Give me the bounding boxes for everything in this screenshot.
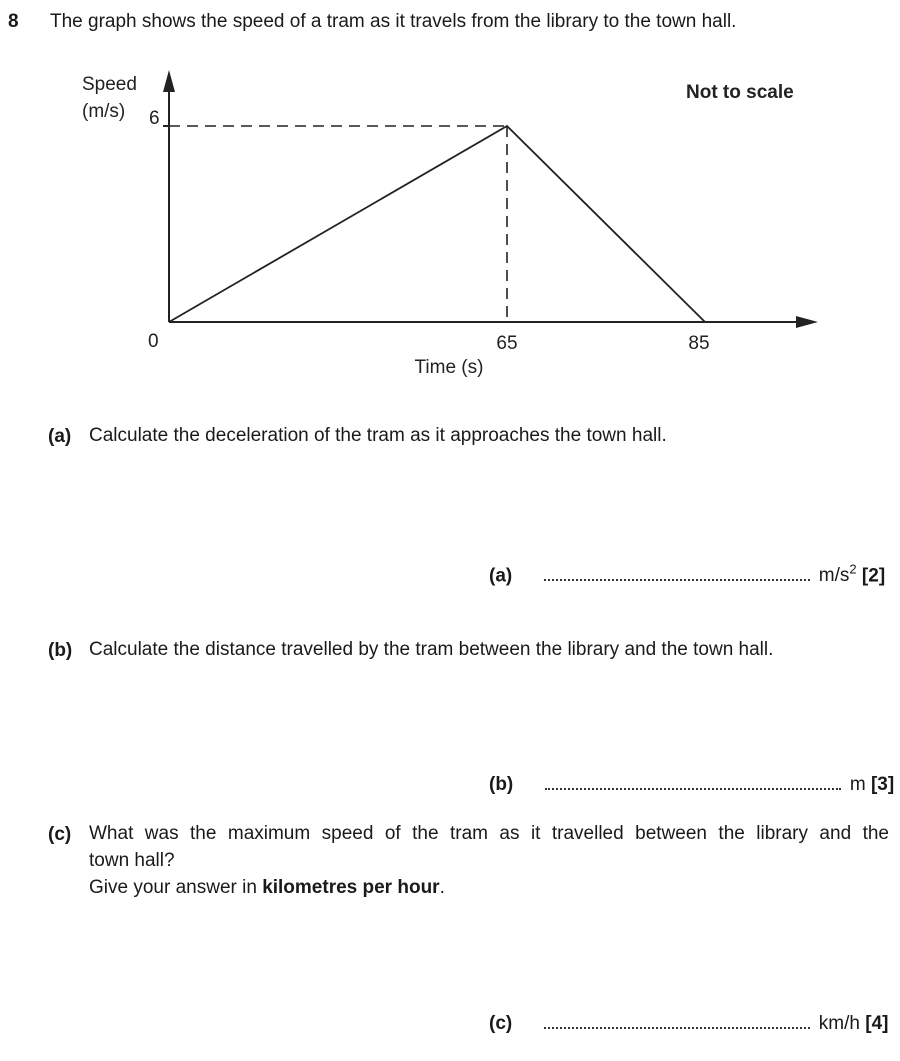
series-line-speed — [169, 126, 705, 322]
answer-c-unit: km/h — [818, 1013, 860, 1034]
y-axis-arrow — [163, 70, 175, 92]
part-a-label: (a) — [48, 426, 72, 447]
answer-a-marks: [2] — [861, 565, 886, 587]
x-axis-arrow — [796, 316, 818, 328]
answer-row-b — [489, 774, 894, 796]
question-intro: The graph shows the speed of a tram as it travels from the library to the town hall. — [50, 11, 737, 32]
y-tick-label-6: 6 — [149, 108, 160, 129]
x-axis-label: Time (s) — [414, 357, 484, 378]
answer-c-label: (c) — [489, 1013, 513, 1034]
answer-b-marks: [3] — [870, 774, 895, 795]
y-label-speed: Speed — [82, 74, 137, 95]
answer-row-a — [489, 562, 885, 587]
answer-c-line[interactable] — [544, 1013, 810, 1029]
not-to-scale-note: Not to scale — [686, 82, 794, 103]
part-c-text-line1: What was the maximum speed of the tram as it travelled between the library and the — [89, 823, 889, 844]
answer-a-line[interactable] — [544, 565, 810, 581]
part-c-text-line3 — [89, 874, 445, 901]
answer-row-c — [489, 1013, 889, 1035]
part-c-instruction-bold: kilometres per hour — [262, 877, 440, 898]
answer-c-marks: [4] — [865, 1013, 889, 1034]
answer-a-unit: $m/s^2$ — [818, 562, 857, 587]
part-c-text-line2: town hall? — [89, 850, 175, 871]
answer-b-unit: m — [849, 774, 866, 795]
part-c-instruction-end: . — [439, 877, 445, 898]
question-number: 8 — [8, 11, 19, 32]
speed-time-graph — [0, 0, 900, 400]
part-a-text: Calculate the deceleration of the tram as it approaches the town hall. — [89, 425, 667, 446]
x-tick-label-65: 65 — [496, 333, 518, 354]
part-c-instruction: Give your answer in — [89, 877, 263, 898]
x-tick-label-0: 0 — [148, 331, 159, 352]
answer-b-line[interactable] — [545, 774, 841, 790]
answer-a-label: (a) — [489, 565, 513, 587]
y-label-units: (m/s) — [82, 101, 126, 122]
part-b-text: Calculate the distance travelled by the tram between the library and the town hall. — [89, 639, 774, 660]
x-tick-label-85: 85 — [688, 333, 710, 354]
answer-b-label: (b) — [489, 774, 514, 795]
part-b-label: (b) — [48, 640, 73, 661]
part-c-label: (c) — [48, 824, 72, 845]
